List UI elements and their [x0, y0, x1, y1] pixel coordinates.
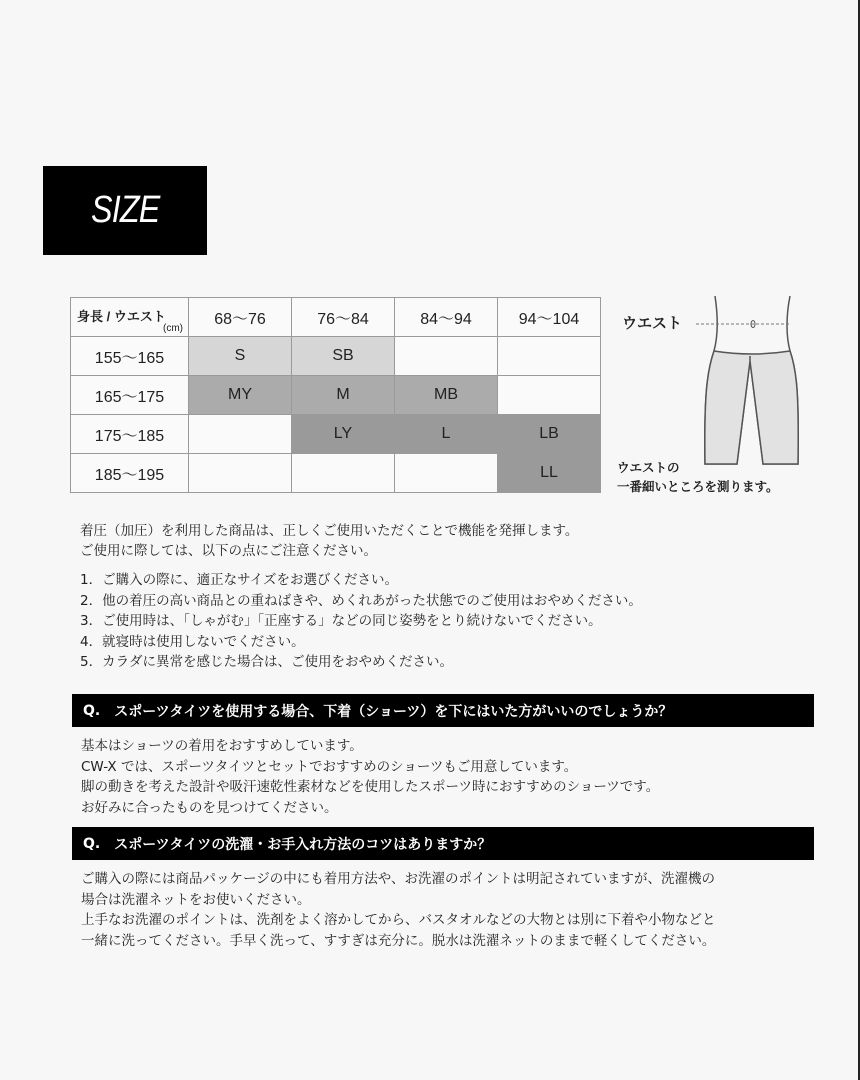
size-cell — [498, 376, 601, 415]
answer-line: CW-X では、スポーツタイツとセットでおすすめのショーツもご用意しています。 — [81, 758, 578, 775]
table-row — [71, 415, 601, 454]
table-row — [71, 454, 601, 493]
intro-line: 着圧（加圧）を利用した商品は、正しくご使用いただくことで機能を発揮します。 — [80, 523, 579, 539]
size-heading-badge — [43, 166, 207, 255]
row-header: 155〜165 — [71, 337, 189, 376]
list-item: 3．ご使用時は、「しゃがむ」「正座する」などの同じ姿勢をとり続けないでください。 — [80, 613, 602, 629]
size-cell — [395, 454, 498, 493]
table-header-row — [71, 298, 601, 337]
usage-intro — [80, 521, 578, 561]
table-row — [71, 376, 601, 415]
size-cell: LL — [498, 454, 601, 493]
answer-line: 基本はショーツの着用をおすすめしています。 — [81, 738, 363, 754]
size-cell — [189, 454, 292, 493]
waist-label: ウエスト — [622, 314, 683, 332]
table-row — [71, 337, 601, 376]
answer-line: 場合は洗濯ネットをお使いください。 — [81, 891, 311, 908]
question-text: スポーツタイツの洗濯・お手入れ方法のコツはありますか？ — [114, 836, 492, 853]
size-heading-text: SIZE — [90, 189, 160, 231]
waist-measure-note — [617, 458, 779, 496]
column-header: 84〜94 — [395, 298, 498, 337]
size-cell: MY — [189, 376, 292, 415]
size-cell: LB — [498, 415, 601, 454]
waist-note-line: ウエストの — [617, 460, 680, 475]
answer-line: 脚の動きを考えた設計や吸汗速乾性素材などを使用したスポーツ時におすすめのショーツです。 — [81, 779, 660, 795]
size-chart-table — [70, 297, 601, 493]
size-cell — [189, 415, 292, 454]
faq-question-washing — [72, 827, 814, 860]
answer-line: 上手なお洗濯のポイントは、洗剤をよく溶かしてから、バスタオルなどの大物とは別に下着や小物などと — [81, 912, 716, 928]
size-cell: L — [395, 415, 498, 454]
list-item: 5．カラダに異常を感じた場合は、ご使用をおやめください。 — [80, 654, 453, 670]
size-cell — [292, 454, 395, 493]
row-header: 165〜175 — [71, 376, 189, 415]
size-cell — [395, 337, 498, 376]
corner-label: 身長 / ウエスト — [77, 309, 166, 324]
answer-line: ご購入の際には商品パッケージの中にも着用方法や、お洗濯のポイントは明記されていますが、洗濯機の — [81, 871, 715, 887]
column-header: 94〜104 — [498, 298, 601, 337]
table-corner-header — [71, 298, 189, 337]
column-header: 76〜84 — [292, 298, 395, 337]
list-item: 2．他の着圧の高い商品との重ねばきや、めくれあがった状態でのご使用はおやめください。 — [80, 592, 642, 609]
faq-answer-washing — [81, 869, 716, 951]
size-cell: S — [189, 337, 292, 376]
size-cell — [498, 337, 601, 376]
size-cell: M — [292, 376, 395, 415]
usage-notes-list — [80, 570, 642, 673]
waist-note-line: 一番細いところを測ります。 — [617, 479, 779, 494]
row-header: 185〜195 — [71, 454, 189, 493]
column-header: 68〜76 — [189, 298, 292, 337]
answer-line: 一緒に洗ってください。手早く洗って、すすぎは充分に。脱水は洗濯ネットのままで軽くしてください。 — [81, 932, 716, 949]
intro-line: ご使用に際しては、以下の点にご注意ください。 — [80, 543, 377, 559]
question-prefix: Q. — [83, 835, 101, 852]
question-text: スポーツタイツを使用する場合、下着（ショーツ）を下にはいた方がいいのでしょうか？ — [114, 703, 673, 720]
faq-question-underwear — [72, 694, 814, 727]
size-cell: MB — [395, 376, 498, 415]
corner-unit: (cm) — [163, 323, 183, 334]
faq-answer-underwear — [81, 736, 659, 818]
row-header: 175〜185 — [71, 415, 189, 454]
list-item: 1．ご購入の際に、適正なサイズをお選びください。 — [80, 572, 399, 588]
size-cell: LY — [292, 415, 395, 454]
answer-line: お好みに合ったものを見つけてください。 — [81, 799, 338, 816]
list-item: 4．就寝時は使用しないでください。 — [80, 633, 305, 650]
question-prefix: Q. — [83, 702, 101, 719]
size-cell: SB — [292, 337, 395, 376]
